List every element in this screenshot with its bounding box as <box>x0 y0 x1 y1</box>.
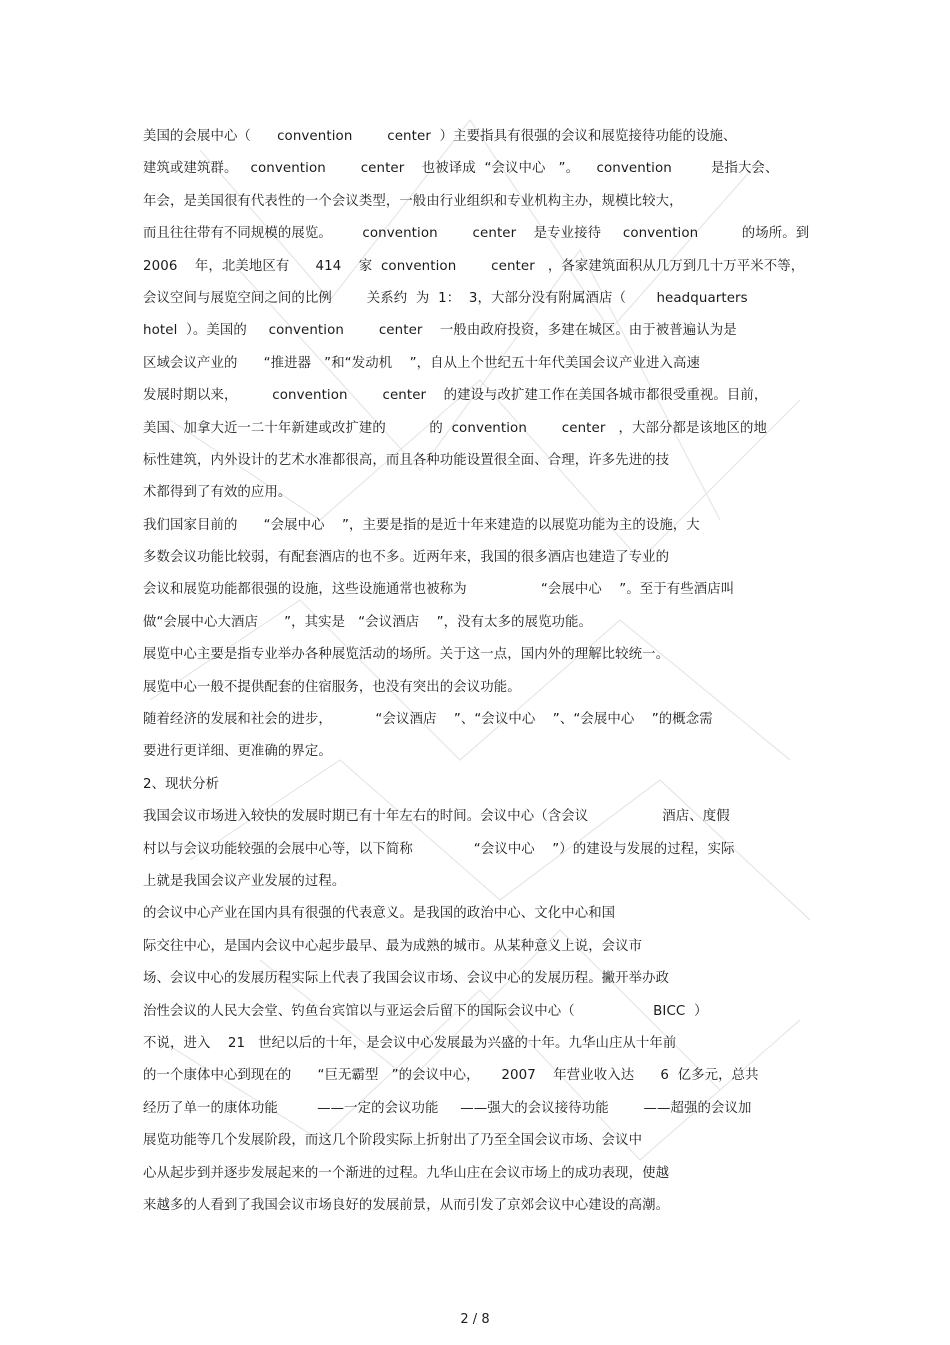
text-line: 际交往中心，是国内会议中心起步最早、最为成熟的城市。从某种意义上说，会议市 <box>143 938 643 954</box>
text-line: 术都得到了有效的应用。 <box>143 485 292 501</box>
text-line: 要进行更详细、更准确的界定。 <box>143 744 332 760</box>
text-line: 不说，进入 21 世纪以后的十年，是会议中心发展最为兴盛的十年。九华山庄从十年前 <box>143 1035 677 1051</box>
text-line: 随着经济的发展和社会的进步， “会议酒店 ”、“会议中心 ”、“会展中心 ”的概念需 <box>143 712 713 728</box>
text-line: 区域会议产业的 “推进器 ”和“发动机 ”，自从上个世纪五十年代美国会议产业进入高速 <box>143 355 700 371</box>
text-line: 展览功能等几个发展阶段，而这几个阶段实际上折射出了乃至全国会议市场、会议中 <box>143 1133 643 1149</box>
text-line: 展览中心一般不提供配套的住宿服务，也没有突出的会议功能。 <box>143 679 521 695</box>
text-line: 会议和展览功能都很强的设施，这些设施通常也被称为 “会展中心 ”。至于有些酒店叫 <box>143 582 735 598</box>
text-line: 年会，是美国很有代表性的一个会议类型，一般由行业组织和专业机构主办，规模比较大， <box>143 193 683 209</box>
section-heading: 2、现状分析 <box>143 776 220 792</box>
text-line: 标性建筑，内外设计的艺术水准都很高，而且各种功能设置很全面、合理，许多先进的技 <box>143 452 670 468</box>
text-line: 展览中心主要是指专业举办各种展览活动的场所。关于这一点，国内外的理解比较统一。 <box>143 647 670 663</box>
text-line: 而且往往带有不同规模的展览。 convention center 是专业接待 convention 的场所。到 <box>143 226 810 242</box>
text-line: 我国会议市场进入较快的发展时期已有十年左右的时间。会议中心（含会议 酒店、度假 <box>143 809 730 825</box>
text-line: 发展时期以来， convention center 的建设与改扩建工作在美国各城市都很受重视。目前， <box>143 388 768 404</box>
text-line: 建筑或建筑群。 convention center 也被译成 “会议中心 ”。 convention 是指大会、 <box>143 161 779 177</box>
text-line: 美国、加拿大近一二十年新建或改扩建的 的 convention center ，大部分都是该地区的地 <box>143 420 767 436</box>
text-line: 的一个康体中心到现在的 “巨无霸型 ”的会议中心， 2007 年营业收入达 6 亿多元，总共 <box>143 1068 759 1084</box>
text-line: 2006 年，北美地区有 414 家 convention center ，各家建筑面积从几万到几十万平米不等， <box>143 258 805 274</box>
text-line: 的会议中心产业在国内具有很强的代表意义。是我国的政治中心、文化中心和国 <box>143 906 616 922</box>
text-line: 治性会议的人民大会堂、钓鱼台宾馆以与亚运会后留下的国际会议中心（ BICC ） <box>143 1003 708 1019</box>
text-line: 做“会展中心大酒店 ”，其实是 “会议酒店 ”，没有太多的展览功能。 <box>143 614 593 630</box>
text-line: 来越多的人看到了我国会议市场良好的发展前景，从而引发了京郊会议中心建设的高潮。 <box>143 1197 670 1213</box>
text-line: 经历了单一的康体功能 ——一定的会议功能 ——强大的会议接待功能 ——超强的会议加 <box>143 1100 752 1116</box>
text-line: 场、会议中心的发展历程实际上代表了我国会议市场、会议中心的发展历程。撇开举办政 <box>143 971 670 987</box>
text-line: 美国的会展中心（ convention center ）主要指具有很强的会议和展览接待功能的设施、 <box>143 129 737 144</box>
text-line: 多数会议功能比较弱，有配套酒店的也不多。近两年来，我国的很多酒店也建造了专业的 <box>143 550 670 566</box>
text-line: 会议空间与展览空间之间的比例 关系约 为 1： 3，大部分没有附属酒店（ headquarters <box>143 290 748 306</box>
text-line: 村以与会议功能较强的会展中心等，以下简称 “会议中心 ”）的建设与发展的过程，实际 <box>143 841 735 857</box>
page-number: 2 / 8 <box>460 1312 490 1327</box>
text-line: 上就是我国会议产业发展的过程。 <box>143 873 346 889</box>
text-line: hotel ）。美国的 convention center 一般由政府投资，多建在城区。由于被普遍认为是 <box>143 323 737 339</box>
text-line: 我们国家目前的 “会展中心 ”，主要是指的是近十年来建造的以展览功能为主的设施，大 <box>143 517 700 533</box>
document-body <box>143 126 823 1227</box>
text-line: 心从起步到并逐步发展起来的一个渐进的过程。九华山庄在会议市场上的成功表现，使越 <box>143 1165 670 1181</box>
